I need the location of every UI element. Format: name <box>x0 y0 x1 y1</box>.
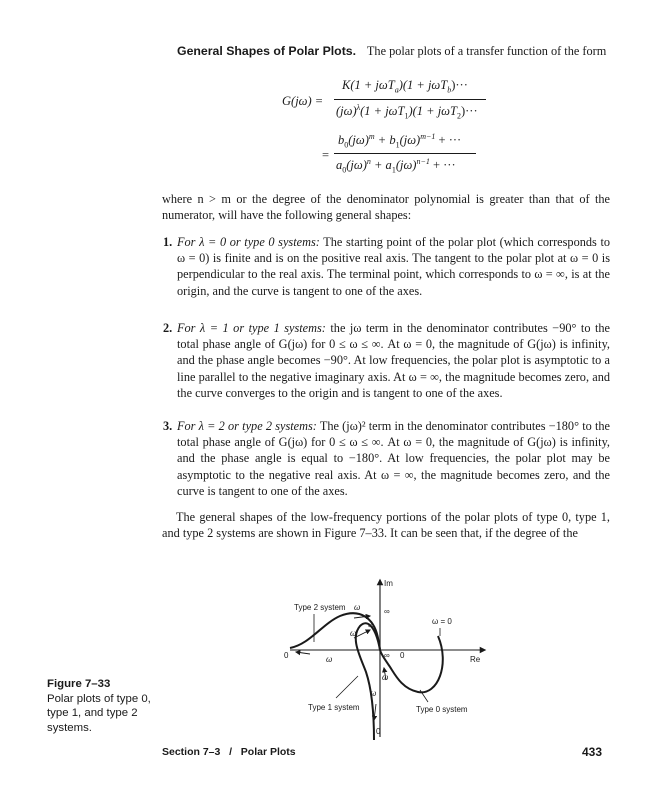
inf-mid-label: ∞ <box>368 621 374 630</box>
type1-curve <box>356 623 380 740</box>
transfer-function-equation <box>0 72 653 182</box>
equation-denominator-1: $(j\omega)^\lambda(1 + j\omega T_1)(1 + j\omega T_2)\cdot\cdot\cdot$ <box>336 103 478 121</box>
section-heading: General Shapes of Polar Plots. <box>177 44 357 58</box>
where-paragraph: where n > m or the degree of the denominator polynomial is greater than that of the numerator, will have the following general shapes: <box>162 192 610 223</box>
list-lead: For λ = 2 or type 2 systems: <box>177 419 317 433</box>
equation-numerator-2: $b_0(j\omega)^m + b_1(j\omega)^{m-1}$ + ··· <box>338 132 462 150</box>
omega-mid-label: ω <box>350 629 357 638</box>
omega-top-label: ω <box>354 603 361 612</box>
list-item-type1 <box>163 320 610 401</box>
list-item-type2 <box>163 418 610 499</box>
inf-origin-label: ∞ <box>384 651 390 660</box>
equation-equals-2: = <box>322 148 330 162</box>
omega-arrow-type1 <box>374 704 376 720</box>
polar-plot-figure <box>270 572 500 742</box>
zero-bottom-label: 0 <box>376 727 381 736</box>
omega-type1-label: ω <box>370 689 377 698</box>
list-item-type0 <box>163 234 611 299</box>
list-number: 3. <box>163 419 173 433</box>
list-lead: For λ = 1 or type 1 systems: <box>177 321 326 335</box>
omega-left-label: ω <box>326 655 333 664</box>
figure-caption-title: Figure 7–33 <box>47 678 111 690</box>
inf-top-label: ∞ <box>384 607 390 616</box>
page-number: 433 <box>582 745 603 759</box>
closing-paragraph: The general shapes of the low-frequency portions of the polar plots of type 0, type 1, and type 2 systems are shown in Figure 7–33. It can be seen that, if the degree of the <box>162 510 610 541</box>
intro-text: The polar plots of a transfer function of the form <box>366 44 607 58</box>
zero-left-label: 0 <box>284 651 289 660</box>
figure-caption-text: Polar plots of type 0, type 1, and type 2 systems. <box>47 692 151 734</box>
type0-curve <box>380 636 443 692</box>
zero-origin-label: 0 <box>400 651 405 660</box>
type1-leader <box>336 676 358 698</box>
figure-caption <box>47 677 157 735</box>
omega-arrow-left <box>296 652 310 654</box>
list-number: 2. <box>163 321 173 335</box>
intro-paragraph <box>177 43 617 59</box>
fraction-bar-2 <box>334 153 476 154</box>
footer-section: Section 7–3 / Polar Plots <box>162 746 296 758</box>
equation-denominator-2: $a_0(j\omega)^n + a_1(j\omega)^{n-1}$ + ··· <box>336 157 456 175</box>
list-text: The (jω)² term in the denominator contributes −180° to the total phase angle of G(jω) for 0 ≤ ω ≤ ∞. At ω = 0, the magnitude of G(jω) is infinity, and the phase angle is equal to −180°. At low frequencies, the polar plot may be asymptotic to the negative real axis. At ω = ∞, the magnitude becomes zero, and the curve is tangent to one of the axes. <box>177 419 610 498</box>
list-text: The starting point of the polar plot (which corresponds to ω = 0) is finite and is on the positive real axis. The tangent to the polar plot at ω = 0 is perpendicular to the real axis. The terminal point, which corresponds to ω = ∞, is at the origin, and the curve is tangent to one of the axes. <box>177 235 611 298</box>
fraction-bar-1 <box>334 99 486 100</box>
type0-label: Type 0 system <box>416 705 468 714</box>
equation-lhs: G(jω) = <box>282 94 324 108</box>
type1-label: Type 1 system <box>308 703 360 712</box>
omega-type0-label: ω <box>382 673 389 682</box>
w-eq-0-label: ω = 0 <box>432 617 452 626</box>
list-lead: For λ = 0 or type 0 systems: <box>177 235 320 249</box>
list-number: 1. <box>163 235 173 249</box>
im-label: Im <box>384 579 393 588</box>
type2-label: Type 2 system <box>294 603 346 612</box>
list-text: the jω term in the denominator contributes −90° to the total phase angle of G(jω) for 0 ≤ ω ≤ ∞. At ω = 0, the magnitude of G(jω) is infinity, and the phase angle becomes −90°. At low frequencies, the polar plot is asymptotic to a line parallel to the negative imaginary axis. At ω = ∞, the magnitude becomes zero, and the curve converges to the origin and is tangent to one of the axes. <box>177 321 610 400</box>
equation-numerator-1: K(1 + jωT$_a$)(1 + jωT$_b$)··· <box>342 78 468 95</box>
re-label: Re <box>470 655 481 664</box>
